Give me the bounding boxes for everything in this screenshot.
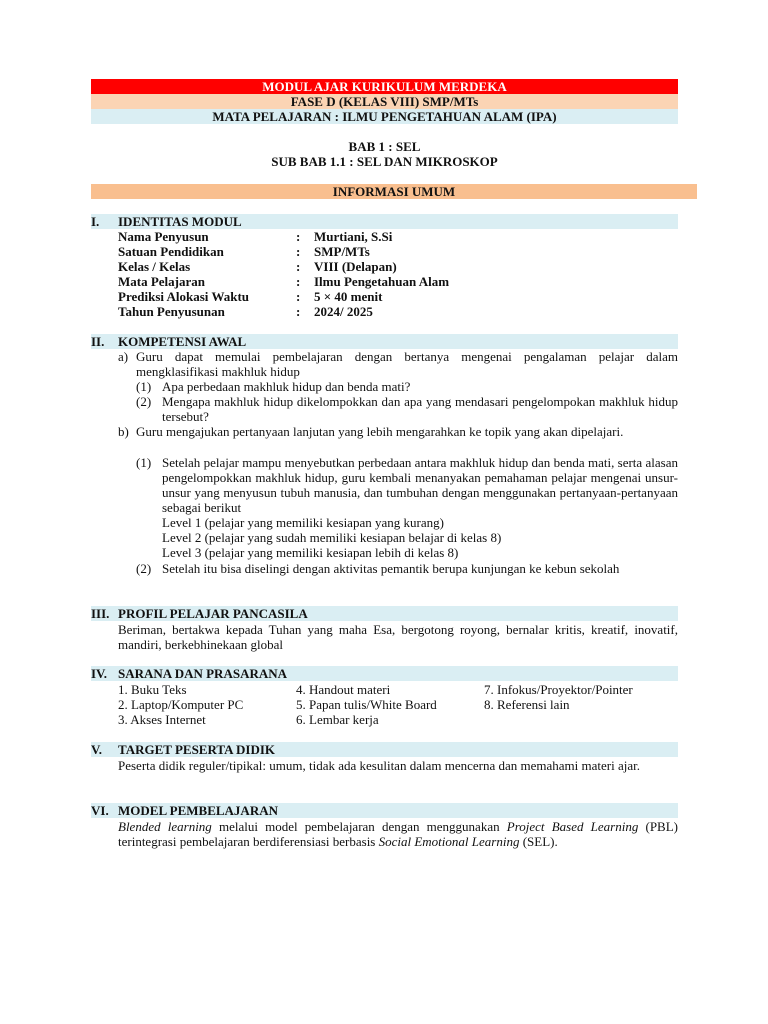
identity-colon: : [296,304,301,319]
section-title: IDENTITAS MODUL [118,214,242,229]
facility-item: 8. Referensi lain [484,697,570,712]
identity-value: Ilmu Pengetahuan Alam [314,274,450,289]
section-title: TARGET PESERTA DIDIK [118,742,276,757]
section-title: PROFIL PELAJAR PANCASILA [118,606,308,621]
model-text-part: (SEL). [519,834,558,849]
phase-title: FASE D (KELAS VIII) SMP/MTs [290,94,479,109]
list-marker: a) [118,349,129,364]
competence-item-b1: Setelah pelajar mampu menyebutkan perbedaan antara makhluk hidup dan benda mati, serta alasan pengelompokkan makhluk hidup, guru kembali menanyakan pemahaman pelajar mengenai unsur-unsur yang menyusun tubuh manusia, dan tumbuhan dengan menggunakan pertanyaan-pertanyaan sebagai berikut [162,455,678,515]
identity-label: Kelas / Kelas [118,259,191,274]
competence-item-b2: Setelah itu bisa diselingi dengan aktivitas pemantik berupa kunjungan ke kebun sekolah [162,561,620,576]
identity-label: Satuan Pendidikan [118,244,224,259]
section-title: MODEL PEMBELAJARAN [118,803,278,818]
list-marker: (2) [136,561,152,576]
section-title: KOMPETENSI AWAL [118,334,247,349]
competence-item-a2: Mengapa makhluk hidup dikelompokkan dan apa yang mendasari pengelompokan makhluk hidup tersebut? [162,394,678,424]
section-profile-header [91,606,678,621]
facility-item: 6. Lembar kerja [296,712,379,727]
identity-colon: : [296,259,301,274]
section-competence-header [91,334,678,349]
section-number: VI. [91,803,109,818]
list-marker: (1) [136,455,152,470]
identity-colon: : [296,244,301,259]
identity-value: SMP/MTs [314,244,370,259]
header-band-peach [91,94,678,109]
level-2: Level 2 (pelajar yang sudah memiliki kesiapan belajar di kelas 8) [162,530,502,545]
identity-value: 2024/ 2025 [314,304,373,319]
model-term: Social Emotional Learning [378,834,520,849]
level-1: Level 1 (pelajar yang memiliki kesiapan yang kurang) [162,515,444,530]
facility-item: 7. Infokus/Proyektor/Pointer [484,682,633,697]
section-target-header [91,742,678,757]
competence-item-a: Guru dapat memulai pembelajaran dengan bertanya mengenai pengalaman pelajar dalam mengklasifikasi makhluk hidup [136,349,678,379]
identity-value: Murtiani, S.Si [314,229,393,244]
identity-colon: : [296,229,301,244]
identity-label: Nama Penyusun [118,229,209,244]
header-band-red [91,79,678,94]
section-title: SARANA DAN PRASARANA [118,666,288,681]
section-number: I. [91,214,100,229]
header-band-blue [91,109,678,124]
facility-item: 5. Papan tulis/White Board [296,697,437,712]
model-text-part: (PBL) terintegrasi pembelajaran berdiferensiasi berbasis [118,819,678,849]
chapter-title: BAB 1 : SEL [348,139,421,154]
level-3: Level 3 (pelajar yang memiliki kesiapan lebih di kelas 8) [162,545,459,560]
facility-item: 1. Buku Teks [118,682,187,697]
identity-colon: : [296,289,301,304]
section-facilities-header [91,666,678,681]
section-number: IV. [91,666,108,681]
model-text [118,819,678,849]
facility-item: 3. Akses Internet [118,712,206,727]
section-number: III. [91,606,110,621]
facility-item: 4. Handout materi [296,682,391,697]
module-title: MODUL AJAR KURIKULUM MERDEKA [262,79,507,94]
section-number: V. [91,742,102,757]
competence-item-a1: Apa perbedaan makhluk hidup dan benda mati? [162,379,411,394]
target-text: Peserta didik reguler/tipikal: umum, tidak ada kesulitan dalam mencerna dan memahami materi ajar. [118,758,640,773]
info-band [91,184,697,199]
list-marker: (2) [136,394,152,409]
profile-text: Beriman, bertakwa kepada Tuhan yang maha Esa, bergotong royong, bernalar kritis, kreatif, inovatif, mandiri, berkebhinekaan global [118,622,678,652]
identity-colon: : [296,274,301,289]
identity-label: Prediksi Alokasi Waktu [118,289,250,304]
subchapter-title: SUB BAB 1.1 : SEL DAN MIKROSKOP [271,154,498,169]
list-marker: b) [118,424,129,439]
section-number: II. [91,334,105,349]
info-title: INFORMASI UMUM [332,184,456,199]
model-term: Project Based Learning [506,819,639,834]
identity-value: VIII (Delapan) [314,259,397,274]
facility-item: 2. Laptop/Komputer PC [118,697,244,712]
model-term: Blended learning [118,819,212,834]
subject-title: MATA PELAJARAN : ILMU PENGETAHUAN ALAM (IPA) [212,109,557,124]
section-identity-header [91,214,678,229]
list-marker: (1) [136,379,152,394]
identity-value: 5 × 40 menit [314,289,383,304]
competence-item-b: Guru mengajukan pertanyaan lanjutan yang lebih mengarahkan ke topik yang akan dipelajari. [136,424,624,439]
section-model-header [91,803,678,818]
model-text-part: melalui model pembelajaran dengan menggunakan [211,819,507,834]
identity-label: Tahun Penyusunan [118,304,225,319]
identity-label: Mata Pelajaran [118,274,206,289]
